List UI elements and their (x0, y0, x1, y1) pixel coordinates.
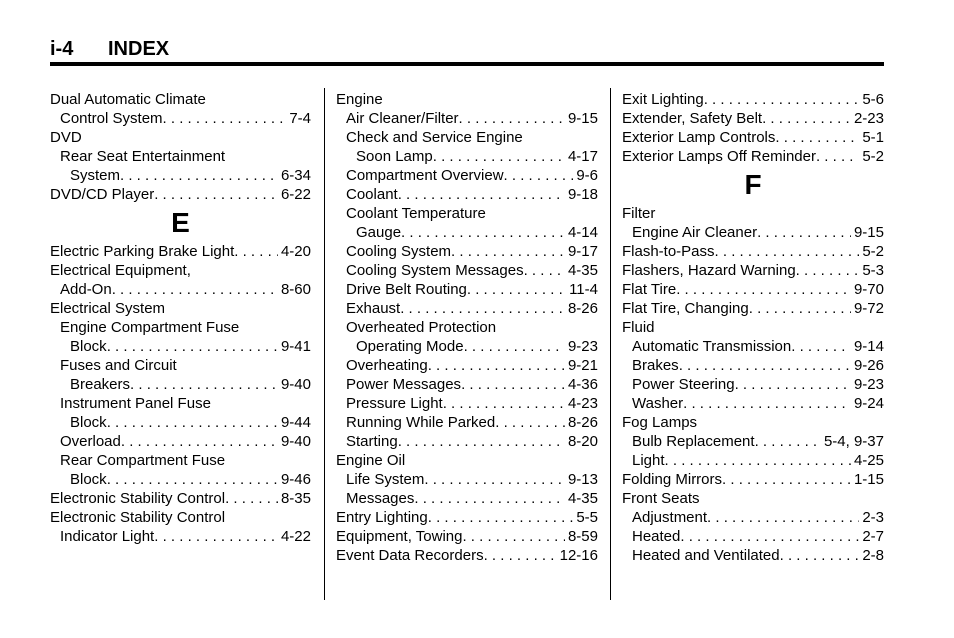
index-heading (50, 451, 311, 470)
index-entry (336, 356, 598, 375)
entry-term: DVD (50, 129, 82, 146)
entry-page-ref[interactable]: 4-23 (567, 395, 598, 412)
entry-page-ref[interactable]: 5-5 (576, 509, 598, 526)
index-entry (622, 242, 884, 261)
index-entry (622, 223, 884, 242)
dot-leader (154, 527, 278, 546)
entry-term: Exhaust (346, 300, 401, 317)
dot-leader (484, 546, 557, 565)
index-heading (50, 299, 311, 318)
entry-term: Gauge (356, 224, 402, 241)
dot-leader (676, 280, 851, 299)
index-entry (336, 508, 598, 527)
entry-term: Indicator Light (60, 528, 155, 545)
dot-leader (107, 337, 278, 356)
dot-leader (780, 546, 860, 565)
entry-page-ref[interactable]: 5-3 (862, 262, 884, 279)
entry-term: Light (632, 452, 665, 469)
index-entry (50, 470, 311, 489)
page-title: INDEX (108, 38, 170, 60)
dot-leader (424, 470, 565, 489)
column-divider (610, 88, 611, 600)
entry-term: Fog Lamps (622, 414, 698, 431)
entry-term: Drive Belt Routing (346, 281, 467, 298)
index-entry (336, 375, 598, 394)
entry-page-ref[interactable]: 9-24 (853, 395, 884, 412)
entry-term: Dual Automatic Climate (50, 91, 206, 108)
entry-term: Electronic Stability Control (50, 490, 226, 507)
index-entry (336, 109, 598, 128)
dot-leader (467, 280, 566, 299)
index-entry (622, 546, 884, 565)
dot-leader (749, 299, 851, 318)
entry-page-ref[interactable]: 9-23 (853, 376, 884, 393)
index-column-3 (622, 90, 884, 565)
index-entry (336, 432, 598, 451)
entry-term: Flash-to-Pass (622, 243, 715, 260)
dot-leader (459, 109, 565, 128)
entry-page-ref[interactable]: 9-40 (280, 433, 311, 450)
dot-leader (107, 470, 278, 489)
index-entry (50, 527, 311, 546)
entry-term: Electrical System (50, 300, 166, 317)
index-heading (336, 318, 598, 337)
entry-term: Electronic Stability Control (50, 509, 226, 526)
entry-term: Block (70, 338, 107, 355)
index-entry (336, 527, 598, 546)
index-entry (622, 299, 884, 318)
index-entry (622, 432, 884, 451)
index-heading (622, 204, 884, 223)
entry-term: Heated (632, 528, 681, 545)
dot-leader (401, 223, 565, 242)
entry-term: Coolant Temperature (346, 205, 486, 222)
index-entry (622, 280, 884, 299)
entry-page-ref[interactable]: 9-15 (853, 224, 884, 241)
index-entry (622, 90, 884, 109)
entry-page-ref[interactable]: 5-6 (862, 91, 884, 108)
dot-leader (225, 489, 278, 508)
index-heading (50, 147, 311, 166)
entry-term: Automatic Transmission (632, 338, 792, 355)
dot-leader (715, 242, 860, 261)
entry-page-ref[interactable]: 9-41 (280, 338, 311, 355)
entry-term: Flat Tire (622, 281, 677, 298)
entry-term: Engine (336, 91, 383, 108)
entry-term: Cooling System (346, 243, 452, 260)
entry-term: Brakes (632, 357, 679, 374)
entry-page-ref[interactable]: 4-35 (567, 262, 598, 279)
entry-term: Exit Lighting (622, 91, 704, 108)
index-heading (336, 128, 598, 147)
entry-term: Running While Parked (346, 414, 496, 431)
entry-page-ref[interactable]: 8-26 (567, 300, 598, 317)
entry-page-ref[interactable]: 4-20 (280, 243, 311, 260)
entry-term: Bulb Replacement (632, 433, 755, 450)
entry-page-ref[interactable]: 9-46 (280, 471, 311, 488)
index-entry (336, 546, 598, 565)
section-letter: F (744, 169, 762, 200)
entry-page-ref[interactable]: 5-4, 9-37 (823, 433, 884, 450)
index-entry (622, 109, 884, 128)
index-entry (336, 299, 598, 318)
entry-page-ref[interactable]: 9-70 (853, 281, 884, 298)
entry-term: Breakers (70, 376, 131, 393)
index-entry (50, 432, 311, 451)
dot-leader (428, 356, 565, 375)
index-heading (622, 413, 884, 432)
entry-page-ref[interactable]: 2-8 (862, 547, 884, 564)
index-heading (336, 204, 598, 223)
dot-leader (400, 299, 565, 318)
entry-page-ref[interactable]: 4-35 (567, 490, 598, 507)
entry-term: DVD/CD Player (50, 186, 155, 203)
entry-term: Life System (346, 471, 425, 488)
index-heading (622, 318, 884, 337)
entry-page-ref[interactable]: 1-15 (853, 471, 884, 488)
index-heading (50, 318, 311, 337)
index-heading (50, 356, 311, 375)
dot-leader (154, 185, 278, 204)
index-entry (336, 185, 598, 204)
entry-page-ref[interactable]: 8-20 (567, 433, 598, 450)
entry-term: Washer (632, 395, 684, 412)
entry-term: Entry Lighting (336, 509, 428, 526)
index-entry (336, 280, 598, 299)
entry-term: Engine Air Cleaner (632, 224, 758, 241)
index-entry (50, 242, 311, 261)
entry-page-ref[interactable]: 4-17 (567, 148, 598, 165)
entry-page-ref[interactable]: 4-22 (280, 528, 311, 545)
dot-leader (816, 147, 859, 166)
dot-leader (414, 489, 565, 508)
dot-leader (107, 413, 278, 432)
index-entry (50, 280, 311, 299)
entry-term: Power Steering (632, 376, 735, 393)
index-entry (50, 337, 311, 356)
entry-page-ref[interactable]: 9-40 (280, 376, 311, 393)
index-entry (622, 337, 884, 356)
entry-page-ref[interactable]: 4-25 (853, 452, 884, 469)
entry-term: Engine Compartment Fuse (60, 319, 240, 336)
index-entry (336, 413, 598, 432)
dot-leader (665, 451, 851, 470)
entry-term: Check and Service Engine (346, 129, 523, 146)
page-header (50, 38, 884, 62)
entry-page-ref[interactable]: 4-36 (567, 376, 598, 393)
index-entry (622, 128, 884, 147)
entry-page-ref[interactable]: 8-59 (567, 528, 598, 545)
index-entry (336, 242, 598, 261)
entry-term: Exterior Lamps Off Reminder (622, 148, 816, 165)
index-entry (50, 166, 311, 185)
entry-term: Starting (346, 433, 398, 450)
index-entry (622, 470, 884, 489)
entry-term: Overheating (346, 357, 428, 374)
entry-page-ref[interactable]: 9-15 (567, 110, 598, 127)
index-entry (336, 261, 598, 280)
entry-page-ref[interactable]: 6-34 (280, 167, 311, 184)
entry-term: Overload (60, 433, 121, 450)
entry-term: System (70, 167, 121, 184)
index-entry (622, 147, 884, 166)
entry-term: Add-On (60, 281, 112, 298)
index-entry (336, 489, 598, 508)
entry-page-ref[interactable]: 9-26 (853, 357, 884, 374)
dot-leader (130, 375, 278, 394)
index-entry (336, 470, 598, 489)
entry-page-ref[interactable]: 8-26 (567, 414, 598, 431)
index-column-1 (50, 90, 311, 546)
index-heading (50, 90, 311, 109)
dot-leader (462, 527, 565, 546)
entry-term: Heated and Ventilated (632, 547, 780, 564)
dot-leader (796, 261, 860, 280)
entry-term: Soon Lamp (356, 148, 433, 165)
entry-term: Front Seats (622, 490, 700, 507)
index-heading (336, 451, 598, 470)
entry-term: Cooling System Messages (346, 262, 524, 279)
entry-page-ref[interactable]: 9-17 (567, 243, 598, 260)
dot-leader (775, 128, 859, 147)
dot-leader (120, 166, 278, 185)
page-number: i-4 (50, 38, 74, 60)
entry-term: Event Data Recorders (336, 547, 484, 564)
entry-term: Adjustment (632, 509, 708, 526)
entry-page-ref[interactable]: 9-44 (280, 414, 311, 431)
dot-leader (451, 242, 565, 261)
column-divider (324, 88, 325, 600)
dot-leader (762, 109, 851, 128)
entry-term: Extender, Safety Belt (622, 110, 763, 127)
dot-leader (524, 261, 565, 280)
dot-leader (398, 432, 565, 451)
dot-leader (757, 223, 851, 242)
entry-term: Flat Tire, Changing (622, 300, 749, 317)
index-heading (50, 261, 311, 280)
entry-term: Flashers, Hazard Warning (622, 262, 796, 279)
header-rule (50, 62, 884, 66)
entry-page-ref[interactable]: 9-18 (567, 186, 598, 203)
dot-leader (163, 109, 287, 128)
dot-leader (112, 280, 278, 299)
entry-term: Operating Mode (356, 338, 464, 355)
index-entry (336, 337, 598, 356)
index-entry (336, 166, 598, 185)
entry-term: Electric Parking Brake Light (50, 243, 235, 260)
entry-page-ref[interactable]: 2-3 (862, 509, 884, 526)
index-entry (336, 147, 598, 166)
index-entry (336, 394, 598, 413)
index-column-2 (336, 90, 598, 565)
entry-term: Filter (622, 205, 656, 222)
entry-page-ref[interactable]: 11-4 (569, 281, 598, 298)
entry-term: Power Messages (346, 376, 462, 393)
entry-term: Block (70, 414, 107, 431)
dot-leader (683, 394, 851, 413)
entry-term: Equipment, Towing (336, 528, 463, 545)
dot-leader (707, 508, 859, 527)
index-entry (622, 527, 884, 546)
dot-leader (680, 527, 859, 546)
entry-page-ref[interactable]: 9-72 (853, 300, 884, 317)
index-entry (50, 489, 311, 508)
entry-term: Folding Mirrors (622, 471, 723, 488)
index-entry (622, 375, 884, 394)
entry-term: Coolant (346, 186, 398, 203)
entry-term: Instrument Panel Fuse (60, 395, 211, 412)
index-heading (50, 128, 311, 147)
entry-page-ref[interactable]: 5-1 (862, 129, 884, 146)
entry-page-ref[interactable]: 9-23 (567, 338, 598, 355)
entry-page-ref[interactable]: 9-21 (567, 357, 598, 374)
entry-term: Rear Compartment Fuse (60, 452, 226, 469)
dot-leader (461, 375, 565, 394)
index-entry (50, 413, 311, 432)
entry-term: Rear Seat Entertainment (60, 148, 226, 165)
entry-term: Compartment Overview (346, 167, 504, 184)
dot-leader (234, 242, 278, 261)
entry-term: Overheated Protection (346, 319, 497, 336)
dot-leader (464, 337, 565, 356)
entry-term: Pressure Light (346, 395, 443, 412)
entry-term: Messages (346, 490, 415, 507)
entry-term: Electrical Equipment, (50, 262, 191, 279)
index-entry (622, 356, 884, 375)
entry-term: Exterior Lamp Controls (622, 129, 776, 146)
dot-leader (495, 413, 565, 432)
index-entry (622, 508, 884, 527)
dot-leader (679, 356, 851, 375)
index-entry (50, 185, 311, 204)
index-heading (50, 508, 311, 527)
entry-page-ref[interactable]: 5-2 (862, 243, 884, 260)
dot-leader (398, 185, 565, 204)
entry-page-ref[interactable]: 2-23 (853, 110, 884, 127)
index-entry (50, 375, 311, 394)
dot-leader (755, 432, 821, 451)
entry-page-ref[interactable]: 9-6 (576, 167, 598, 184)
entry-page-ref[interactable]: 8-35 (280, 490, 311, 507)
dot-leader (704, 90, 860, 109)
entry-page-ref[interactable]: 9-13 (567, 471, 598, 488)
entry-page-ref[interactable]: 7-4 (289, 110, 311, 127)
dot-leader (121, 432, 278, 451)
entry-page-ref[interactable]: 9-14 (853, 338, 884, 355)
entry-page-ref[interactable]: 8-60 (280, 281, 311, 298)
entry-term: Air Cleaner/Filter (346, 110, 459, 127)
index-heading (336, 90, 598, 109)
dot-leader (433, 147, 565, 166)
dot-leader (504, 166, 574, 185)
dot-leader (443, 394, 565, 413)
entry-term: Fluid (622, 319, 655, 336)
index-entry (622, 451, 884, 470)
entry-page-ref[interactable]: 12-16 (559, 547, 598, 564)
index-entry (622, 394, 884, 413)
entry-page-ref[interactable]: 6-22 (280, 186, 311, 203)
entry-page-ref[interactable]: 5-2 (862, 148, 884, 165)
index-entry (50, 109, 311, 128)
dot-leader (428, 508, 574, 527)
dot-leader (735, 375, 851, 394)
section-letter: E (171, 207, 190, 238)
entry-term: Engine Oil (336, 452, 406, 469)
entry-term: Control System (60, 110, 163, 127)
index-heading (50, 394, 311, 413)
index-entry (622, 261, 884, 280)
index-entry (336, 223, 598, 242)
entry-term: Fuses and Circuit (60, 357, 177, 374)
entry-page-ref[interactable]: 4-14 (567, 224, 598, 241)
entry-term: Block (70, 471, 107, 488)
dot-leader (791, 337, 851, 356)
index-heading (622, 489, 884, 508)
dot-leader (722, 470, 851, 489)
entry-page-ref[interactable]: 2-7 (862, 528, 884, 545)
